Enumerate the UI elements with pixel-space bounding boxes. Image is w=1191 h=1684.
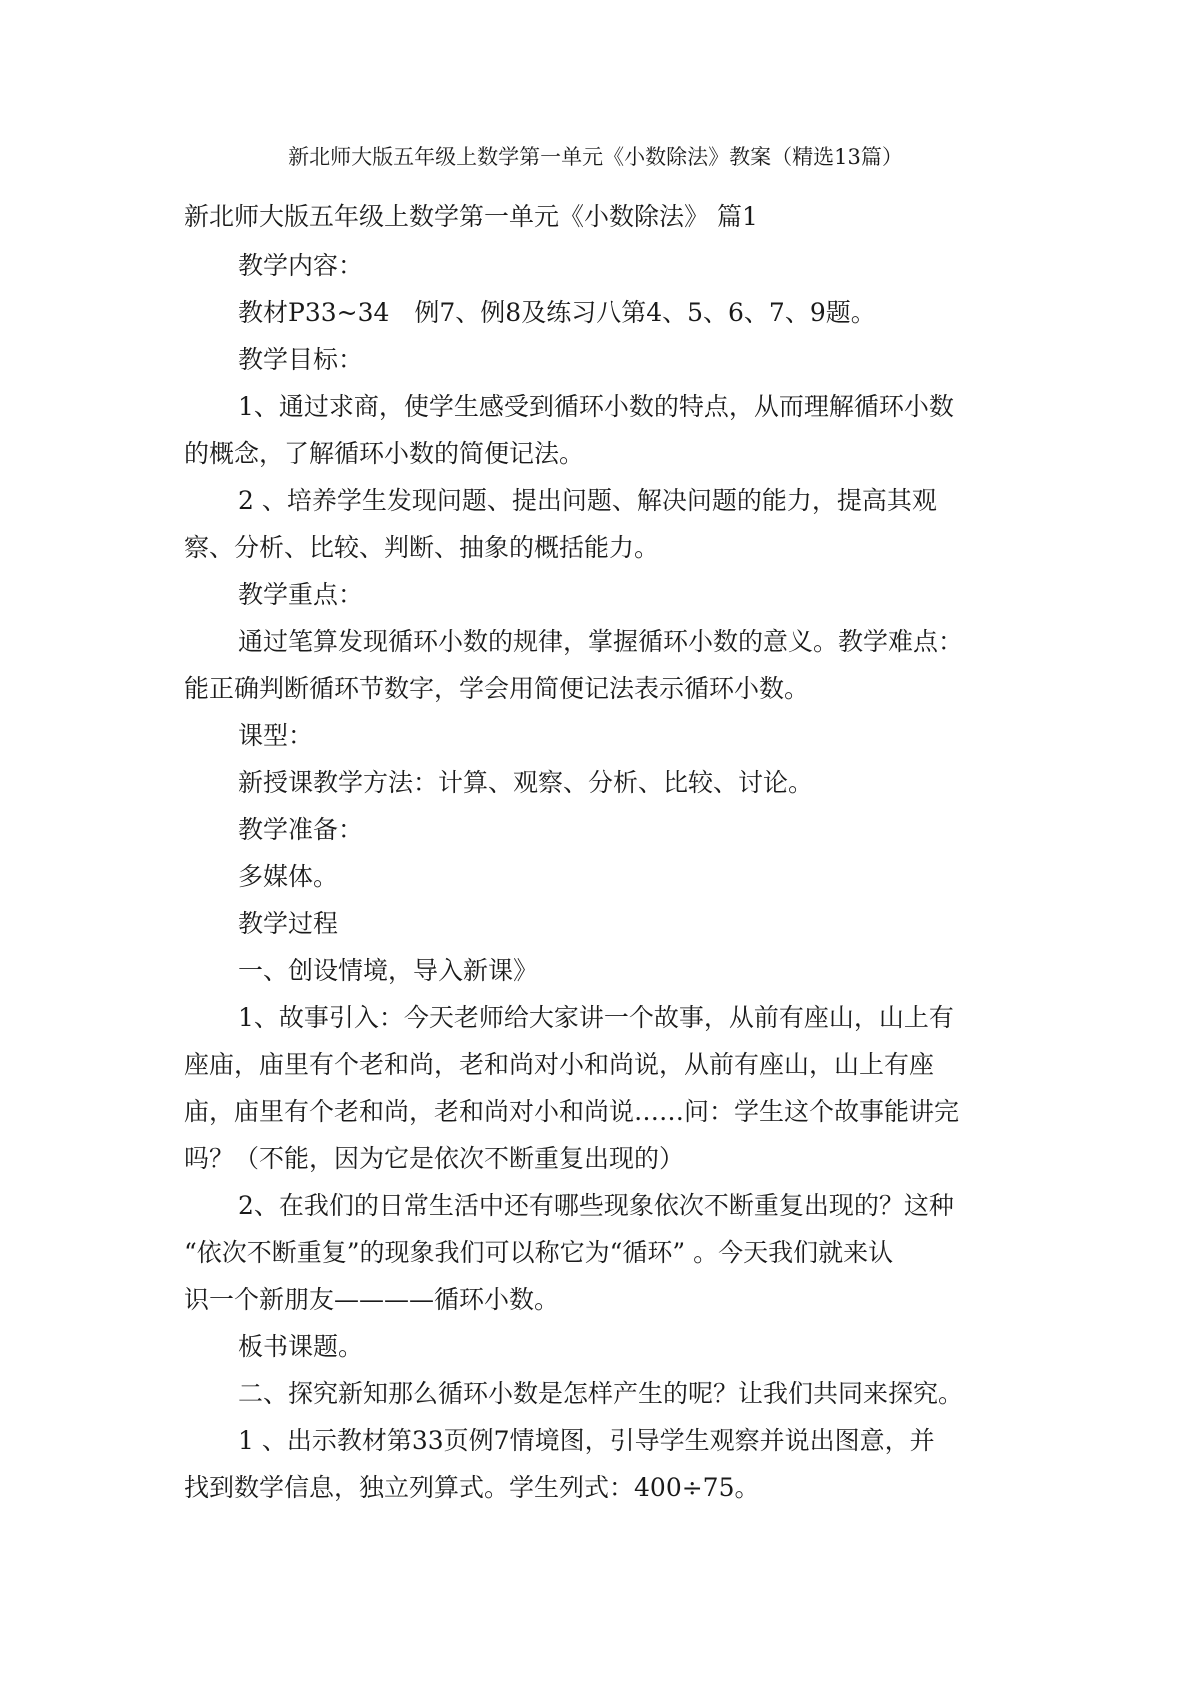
- paragraph-line: 1、通过求商，使学生感受到循环小数的特点，从而理解循环小数: [238, 392, 954, 421]
- paragraph-line: 教学准备：: [238, 815, 364, 844]
- paragraph-line: 察、分析、比较、判断、抽象的概括能力。: [184, 533, 660, 562]
- paragraph-line: 座庙，庙里有个老和尚，老和尚对小和尚说，从前有座山，山上有座: [184, 1050, 935, 1079]
- paragraph: [184, 806, 1044, 853]
- paragraph-line: 的概念，了解循环小数的简便记法。: [184, 439, 585, 468]
- section-heading: 新北师大版五年级上数学第一单元《小数除法》 篇1: [184, 202, 758, 231]
- paragraph: [184, 1417, 1044, 1511]
- paragraph-line: 吗？（不能，因为它是依次不断重复出现的）: [184, 1144, 685, 1173]
- paragraph-line: 新授课教学方法：计算、观察、分析、比较、讨论。: [238, 768, 814, 797]
- paragraph-line: 庙，庙里有个老和尚，老和尚对小和尚说……问：学生这个故事能讲完: [184, 1097, 960, 1126]
- paragraph: [184, 900, 1044, 947]
- paragraph: [184, 1323, 1044, 1370]
- paragraph-line: 1、故事引入：今天老师给大家讲一个故事，从前有座山，山上有: [238, 1003, 954, 1032]
- paragraph-line: 板书课题。: [238, 1332, 364, 1361]
- paragraph: [184, 947, 1044, 994]
- paragraph-line: 课型：: [238, 721, 314, 750]
- paragraph: [184, 853, 1044, 900]
- document-title: 新北师大版五年级上数学第一单元《小数除法》教案（精选13篇）: [288, 145, 903, 169]
- paragraph: [184, 383, 1044, 477]
- document-body: [184, 242, 1044, 1511]
- paragraph: [184, 1370, 1044, 1417]
- paragraph-line: 教材P33~34 例7、例8及练习八第4、5、6、7、9题。: [238, 298, 876, 327]
- paragraph-line: 二、探究新知那么循环小数是怎样产生的呢？让我们共同来探究。: [238, 1379, 964, 1408]
- paragraph: [184, 336, 1044, 383]
- paragraph: [184, 1182, 1044, 1323]
- paragraph-line: 1 、出示教材第33页例7情境图，引导学生观察并说出图意，并: [238, 1426, 935, 1455]
- paragraph: [184, 618, 1044, 712]
- paragraph-line: 教学内容：: [238, 251, 364, 280]
- paragraph-line: “依次不断重复”的现象我们可以称它为“循环” 。今天我们就来认: [184, 1238, 894, 1267]
- paragraph-line: 教学过程: [238, 909, 339, 938]
- paragraph-line: 能正确判断循环节数字，学会用简便记法表示循环小数。: [184, 674, 810, 703]
- paragraph-line: 识一个新朋友————循环小数。: [184, 1285, 560, 1314]
- paragraph-line: 教学重点：: [238, 580, 364, 609]
- paragraph: [184, 571, 1044, 618]
- paragraph: [184, 712, 1044, 759]
- paragraph: [184, 994, 1044, 1182]
- paragraph-line: 教学目标：: [238, 345, 364, 374]
- paragraph-line: 通过笔算发现循环小数的规律，掌握循环小数的意义。教学难点：: [238, 627, 964, 656]
- paragraph-line: 多媒体。: [238, 862, 339, 891]
- paragraph-line: 2 、培养学生发现问题、提出问题、解决问题的能力，提高其观: [238, 486, 937, 515]
- paragraph: [184, 242, 1044, 289]
- paragraph: [184, 477, 1044, 571]
- paragraph: [184, 289, 1044, 336]
- paragraph: [184, 759, 1044, 806]
- paragraph-line: 一、创设情境，导入新课》: [238, 956, 539, 985]
- paragraph-line: 找到数学信息，独立列算式。学生列式：400÷75。: [184, 1473, 760, 1502]
- paragraph-line: 2、在我们的日常生活中还有哪些现象依次不断重复出现的？这种: [238, 1191, 954, 1220]
